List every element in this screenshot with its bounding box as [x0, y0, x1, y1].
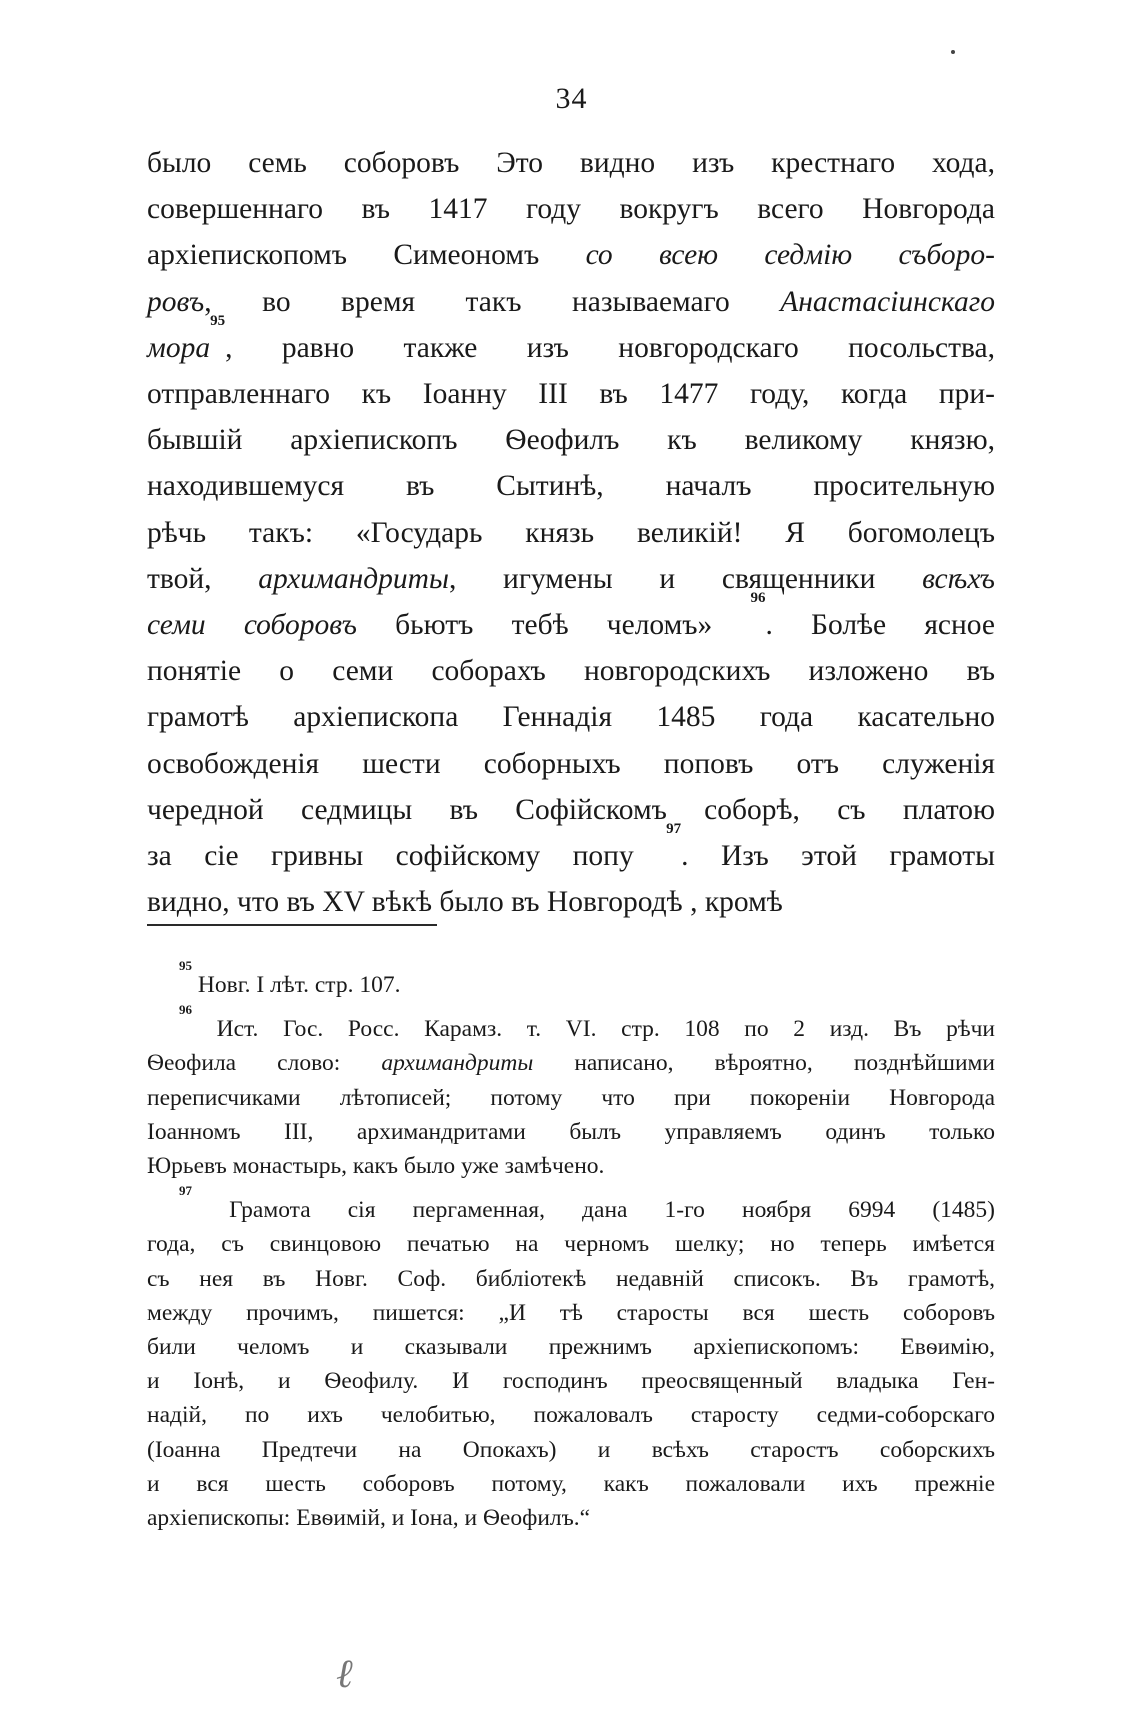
footnote-rule	[147, 924, 437, 926]
body-line	[147, 821, 996, 879]
text-run: , равно также изъ новгородскаго посольства,	[225, 331, 995, 364]
text-run: Ист. Гос. Росс. Карамз. т. VI. стр. 108 по 2 изд. Въ рѣчи	[192, 1016, 995, 1043]
body-line	[147, 279, 995, 325]
body-line	[147, 371, 995, 417]
body-line	[147, 186, 995, 232]
text-run: бьютъ тебѣ челомъ»	[356, 609, 751, 642]
text-run: видно, что въ XV вѣкѣ было въ Новгородѣ , кромѣ	[147, 886, 783, 919]
footnote-ref: 95	[210, 312, 226, 329]
text-run: надій, по ихъ челобитью, пожаловалъ старосту седми-соборскаго	[147, 1402, 995, 1429]
text-run: рѣчь такъ: «Государь князь великій! Я богомолецъ	[147, 516, 995, 549]
text-run: всѣхъ	[922, 562, 995, 595]
footnote-line	[179, 1183, 995, 1227]
footnote-line	[147, 1364, 995, 1398]
footnote-0	[147, 958, 995, 1002]
body-line	[147, 232, 995, 278]
text-run: били челомъ и сказывали прежнимъ архіепископомъ: Евѳимію,	[147, 1334, 995, 1361]
footnote-ref: 95	[179, 958, 192, 973]
footnote-ref: 96	[179, 1002, 192, 1018]
text-run: архіепископомъ Симеономъ	[147, 239, 586, 272]
footnote-line	[147, 1262, 995, 1296]
text-run: со всею седмію съборо-	[585, 239, 995, 272]
footnote-line	[179, 958, 995, 1002]
text-run: , игумены и священники	[448, 562, 923, 595]
text-run: переписчиками лѣтописей; потому что при покореніи Новгорода	[147, 1084, 995, 1111]
text-run: Ѳеофила слово:	[147, 1050, 382, 1077]
text-run: и вся шесть соборовъ потому, какъ пожаловали ихъ прежніе	[147, 1470, 995, 1497]
text-run: Анастасіинскаго	[780, 285, 995, 318]
text-run: Юрьевъ монастырь, какъ было уже замѣчено.	[147, 1153, 605, 1180]
body-line	[147, 590, 995, 648]
body-line	[147, 879, 995, 925]
body-line	[147, 648, 995, 694]
footnote-line	[147, 1227, 995, 1261]
ink-speck	[951, 50, 955, 54]
text-run: освобожденія шести соборныхъ поповъ отъ служенія	[147, 747, 995, 780]
text-run: грамотѣ архіепископа Геннадія 1485 года касательно	[147, 701, 995, 734]
page-number: 34	[555, 82, 588, 115]
text-run: . Изъ этой грамоты	[681, 840, 996, 873]
text-run: Іоанномъ III, архимандритами былъ управляемъ одинъ только	[147, 1118, 995, 1145]
body-line	[147, 312, 995, 371]
footnote-line	[147, 1433, 995, 1467]
text-run: архимандриты	[381, 1050, 534, 1077]
text-run: семи соборовъ	[147, 609, 357, 642]
body-line	[147, 417, 995, 463]
text-run: Новг. I лѣт. стр. 107.	[192, 972, 401, 998]
text-run: написано, вѣроятно, позднѣйшими	[533, 1050, 995, 1077]
body-line	[147, 787, 995, 833]
footnote-2	[147, 1183, 995, 1535]
text-run: чередной седмицы въ Софійскомъ соборѣ, съ платою	[147, 793, 995, 826]
footnote-line	[147, 1501, 995, 1535]
footnote-ref: 96	[750, 590, 766, 607]
body-line	[147, 510, 995, 556]
footnote-line	[147, 1115, 995, 1149]
text-run: . Болѣе ясное	[765, 609, 995, 642]
footnote-line	[147, 1046, 995, 1080]
text-run: твой,	[147, 562, 259, 595]
footnote-line	[147, 1398, 995, 1432]
text-run: было семь соборовъ Это видно изъ крестнаго хода,	[147, 147, 995, 179]
footnotes	[147, 958, 995, 1535]
footnote-line	[179, 1002, 995, 1046]
text-run: за сіе гривны софійскому попу	[147, 840, 667, 873]
text-run: ровъ	[147, 285, 205, 318]
text-run: Грамота сія пергаменная, дана 1-го ноября 6994 (1485)	[192, 1197, 995, 1224]
text-run: года, съ свинцовою печатью на черномъ шелку; но теперь имѣется	[147, 1231, 995, 1258]
text-run: и Іонѣ, и Ѳеофилу. И господинъ преосвященный владыка Ген-	[147, 1368, 995, 1395]
text-run: (Іоанна Предтечи на Опокахъ) и всѣхъ старостъ соборскихъ	[147, 1436, 995, 1463]
footnote-ref: 97	[179, 1183, 192, 1199]
body-line	[147, 140, 995, 186]
text-run: архимандриты	[258, 562, 449, 595]
footnote-1	[147, 1002, 995, 1183]
text-run: съ нея въ Новг. Соф. библіотекѣ недавній списокъ. Въ грамотѣ,	[147, 1265, 995, 1292]
text-run: находившемуся въ Сытинѣ, началъ просительную	[147, 470, 995, 503]
footnote-line	[147, 1149, 995, 1183]
text-run: , во время такъ называемаго	[204, 285, 781, 318]
pencil-mark: ℓ	[336, 1651, 353, 1696]
main-text	[147, 140, 995, 925]
text-run: архіепископы: Евѳимій, и Іона, и Ѳеофилъ.“	[147, 1505, 591, 1532]
text-run: мора	[147, 331, 211, 364]
text-run: между прочимъ, пишется: „И тѣ старосты вся шесть соборовъ	[147, 1299, 995, 1326]
body-line	[147, 694, 995, 740]
footnote-line	[147, 1330, 995, 1364]
text-run: бывшій архіепископъ Ѳеофилъ къ великому князю,	[147, 424, 995, 457]
text-run: совершеннаго въ 1417 году вокругъ всего Новгорода	[147, 193, 995, 226]
footnote-line	[147, 1081, 995, 1115]
text-run: отправленнаго къ Іоанну III въ 1477 году, когда при-	[147, 378, 995, 411]
body-line	[147, 741, 995, 787]
footnote-line	[147, 1467, 995, 1501]
body-line	[147, 463, 995, 509]
body-line	[147, 556, 995, 602]
text-run: понятіе о семи соборахъ новгородскихъ изложено въ	[147, 655, 995, 688]
footnote-ref: 97	[666, 821, 682, 838]
footnote-line	[147, 1296, 995, 1330]
